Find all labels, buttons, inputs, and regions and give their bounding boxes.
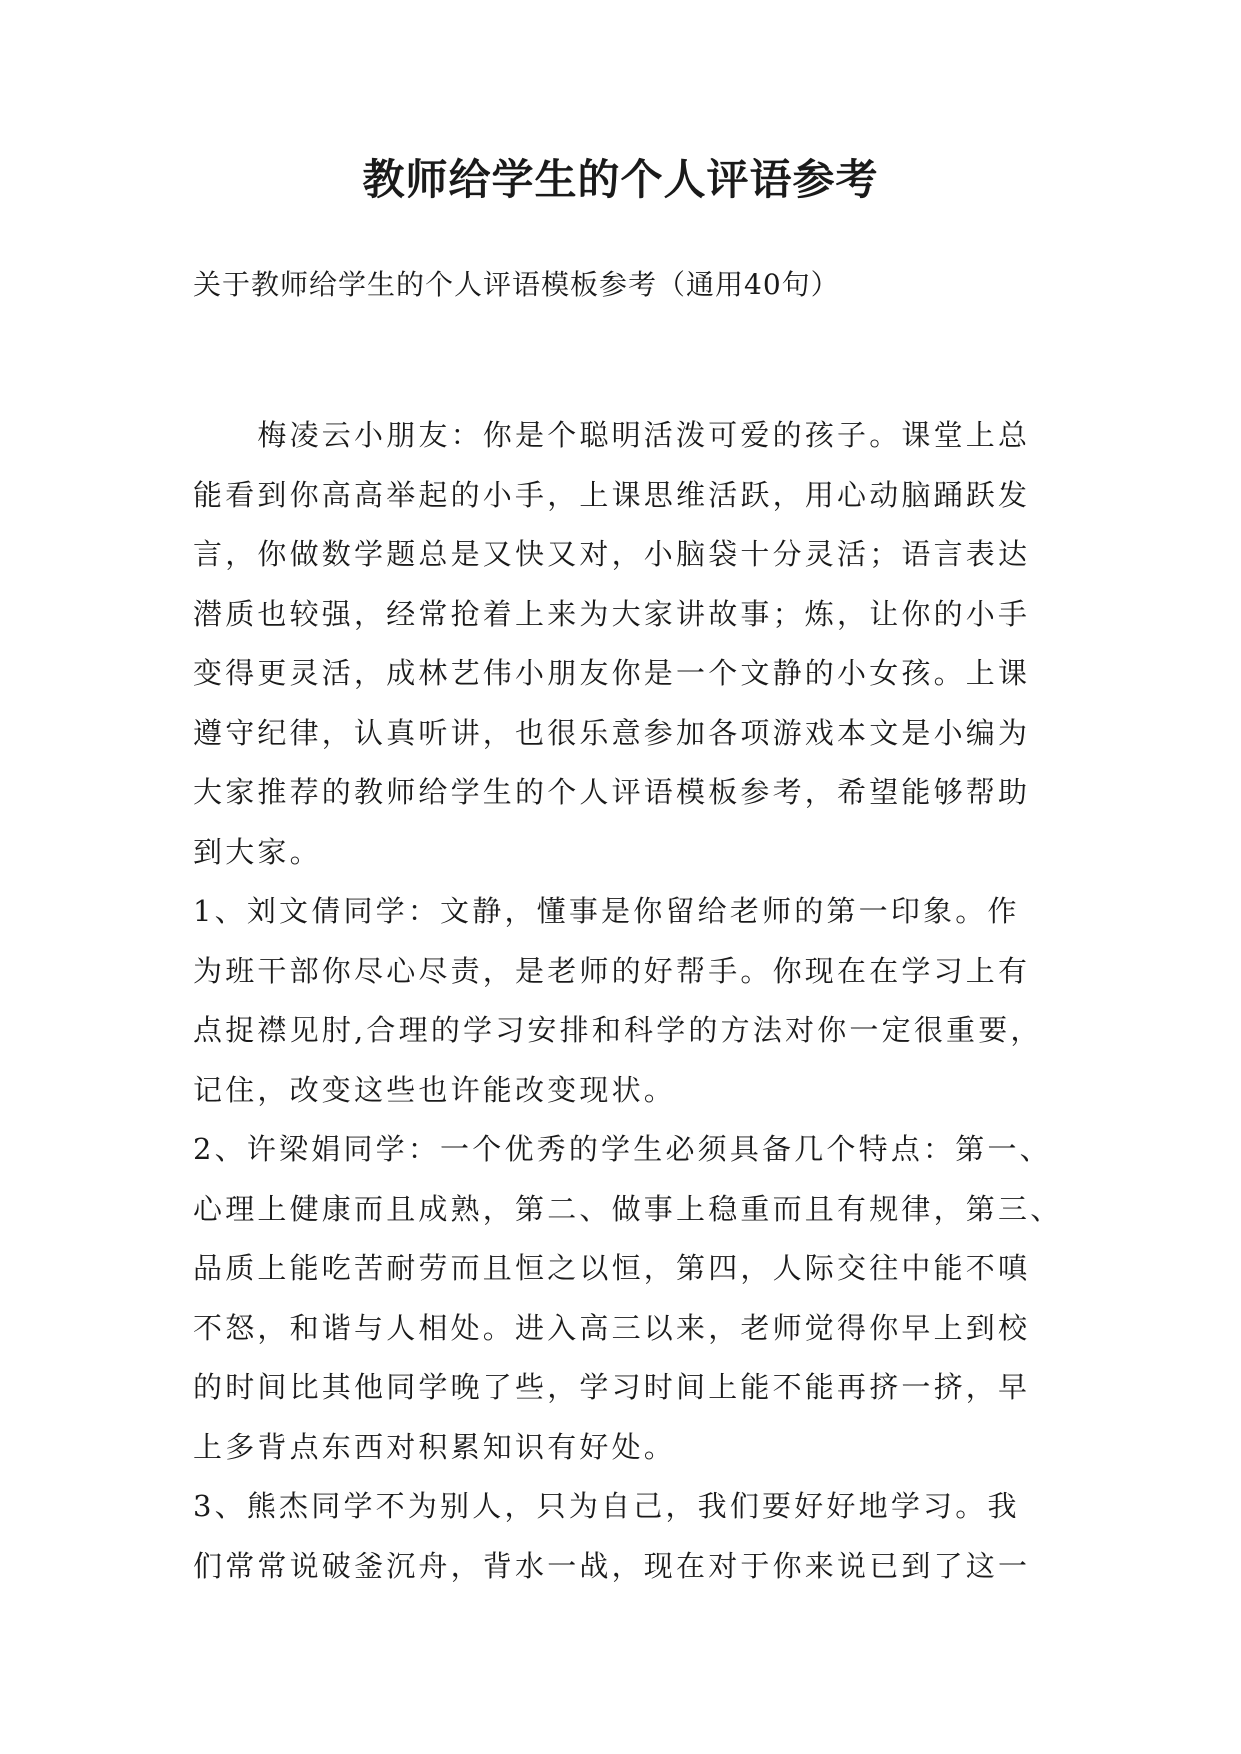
body-line: 点捉襟见肘,合理的学习安排和科学的方法对你一定很重要， [193, 1013, 1043, 1047]
body-line: 们常常说破釜沉舟，背水一战，现在对于你来说已到了这一 [193, 1548, 1031, 1583]
body-line: 能看到你高高举起的小手，上课思维活跃，用心动脑踊跃发 [193, 477, 1031, 512]
body-line: 潜质也较强，经常抢着上来为大家讲故事；炼，让你的小手 [193, 596, 1031, 631]
body-line: 梅凌云小朋友：你是个聪明活泼可爱的孩子。课堂上总 [193, 418, 1031, 452]
body-line: 心理上健康而且成熟，第二、做事上稳重而且有规律，第三、 [193, 1191, 1063, 1226]
body-line: 记住，改变这些也许能改变现状。 [193, 1072, 677, 1107]
body-line: 遵守纪律，认真听讲，也很乐意参加各项游戏本文是小编为 [193, 715, 1031, 750]
body-line: 1、刘文倩同学：文静，懂事是你留给老师的第一印象。作 [193, 894, 1020, 928]
body-line: 到大家。 [193, 834, 322, 869]
body-line: 不怒，和谐与人相处。进入高三以来，老师觉得你早上到校 [193, 1310, 1031, 1345]
document-subtitle: 关于教师给学生的个人评语模板参考（通用40句） [193, 268, 840, 301]
body-line: 为班干部你尽心尽责，是老师的好帮手。你现在在学习上有 [193, 953, 1031, 988]
body-line: 3、熊杰同学不为别人，只为自己，我们要好好地学习。我 [193, 1489, 1020, 1523]
body-line: 变得更灵活，成林艺伟小朋友你是一个文静的小女孩。上课 [193, 656, 1031, 690]
body-line: 2、许梁娟同学：一个优秀的学生必须具备几个特点：第一、 [193, 1132, 1052, 1166]
document-title: 教师给学生的个人评语参考 [362, 155, 879, 204]
document-body [193, 406, 1073, 1596]
body-line: 言，你做数学题总是又快又对，小脑袋十分灵活；语言表达 [193, 537, 1031, 571]
body-line: 上多背点东西对积累知识有好处。 [193, 1429, 677, 1464]
body-line: 大家推荐的教师给学生的个人评语模板参考，希望能够帮助 [193, 775, 1031, 809]
body-line: 品质上能吃苦耐劳而且恒之以恒，第四，人际交往中能不嗔 [193, 1251, 1031, 1285]
body-line: 的时间比其他同学晚了些，学习时间上能不能再挤一挤，早 [193, 1370, 1031, 1404]
